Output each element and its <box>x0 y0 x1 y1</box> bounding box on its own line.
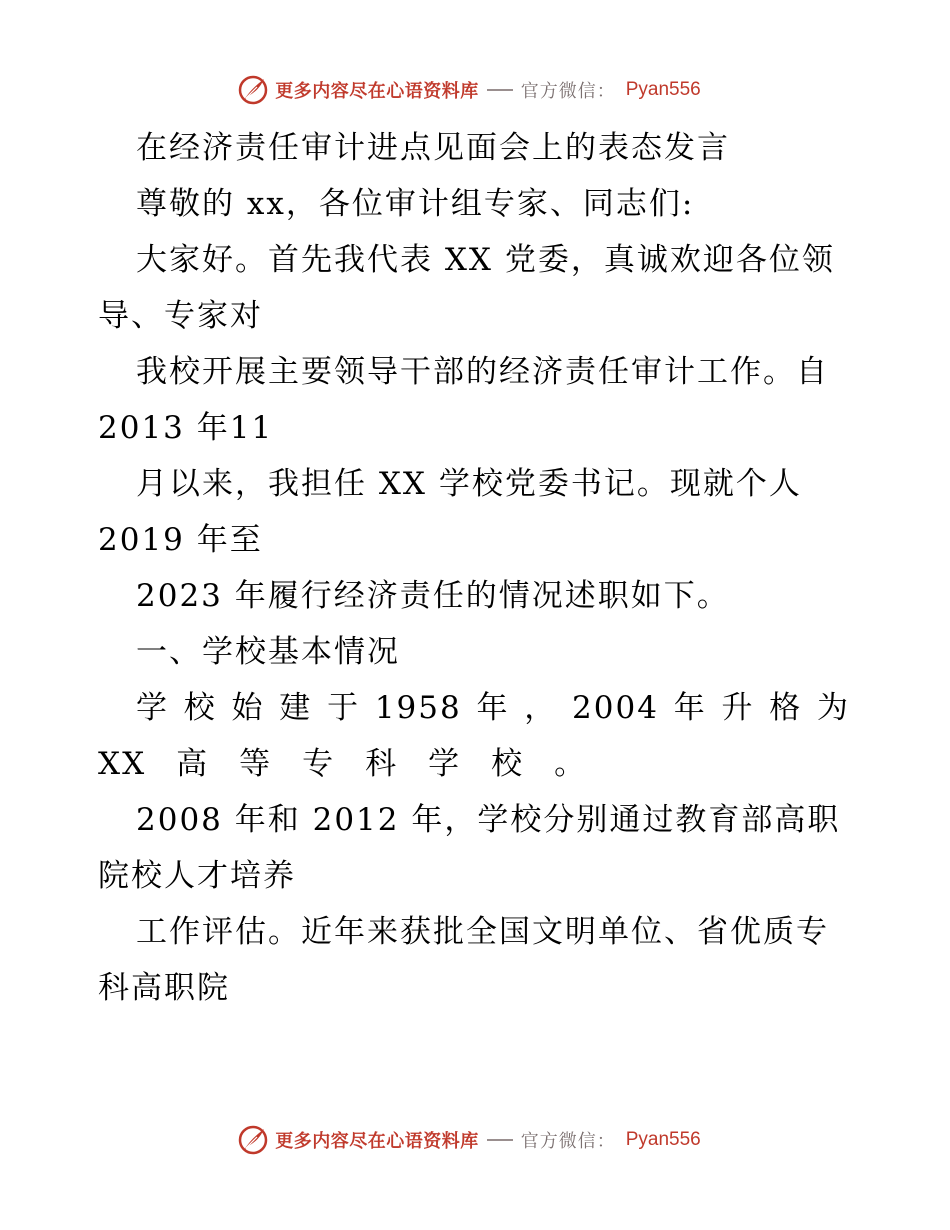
header-watermark-banner <box>0 70 950 110</box>
document-title: 在经济责任审计进点见面会上的表态发言 <box>136 130 730 166</box>
banner-title: 更多内容尽在心语资料库 <box>275 1131 479 1152</box>
justified-word: 1958 <box>374 690 462 726</box>
justified-word: 等 <box>239 746 273 782</box>
justified-word: 校 <box>183 690 217 726</box>
banner-dash <box>487 1139 513 1141</box>
banner-label: 官方微信： <box>520 1131 616 1152</box>
justified-word: 2004 <box>572 690 659 726</box>
section-heading: 一、学校基本情况 <box>136 634 400 670</box>
justified-word: 为 <box>817 690 850 726</box>
feather-logo-icon <box>237 74 269 106</box>
banner-wechat-id: Pyan556 <box>625 79 701 100</box>
paragraph-line: 2023 年履行经济责任的情况述职如下。 <box>136 578 730 614</box>
salutation: 尊敬的 xx，各位审计组专家、同志们: <box>136 186 695 222</box>
justified-word: 学 <box>136 690 169 726</box>
justified-word: 高 <box>176 746 210 782</box>
paragraph-line: 科高职院 <box>98 970 230 1006</box>
justified-word: 年 <box>673 690 707 726</box>
paragraph-line: 2008 年和 2012 年，学校分别通过教育部高职 <box>136 802 841 838</box>
justified-word: 专 <box>302 746 336 782</box>
justified-word: 始 <box>231 690 265 726</box>
justified-word: 。 <box>554 746 588 782</box>
justified-word: 学 <box>428 746 462 782</box>
paragraph-line: 工作评估。近年来获批全国文明单位、省优质专 <box>136 914 829 950</box>
justified-word: 年 <box>476 690 510 726</box>
document-body <box>98 120 850 1016</box>
footer-watermark-banner <box>0 1120 950 1160</box>
justified-word: ， <box>524 690 558 726</box>
paragraph-line: 导、专家对 <box>98 298 263 334</box>
paragraph-line: 2019 年至 <box>98 522 263 558</box>
paragraph-line: 我校开展主要领导干部的经济责任审计工作。自 <box>136 354 829 390</box>
justified-word: 于 <box>327 690 361 726</box>
justified-word: 建 <box>279 690 313 726</box>
justified-word: 校 <box>491 746 525 782</box>
justified-word: XX <box>98 746 147 782</box>
justified-word: 科 <box>365 746 399 782</box>
justified-word: 格 <box>769 690 803 726</box>
justified-word: 升 <box>721 690 755 726</box>
banner-dash <box>487 89 513 91</box>
banner-wechat-id: Pyan556 <box>625 1129 701 1150</box>
justified-line <box>98 736 850 792</box>
paragraph-line: 2013 年11 <box>98 410 274 446</box>
banner-label: 官方微信： <box>520 81 616 102</box>
paragraph-line: 院校人才培养 <box>98 858 296 894</box>
paragraph-line: 月以来，我担任 XX 学校党委书记。现就个人 <box>136 466 802 502</box>
banner-title: 更多内容尽在心语资料库 <box>275 81 479 102</box>
feather-logo-icon <box>237 1124 269 1156</box>
justified-line <box>98 680 850 736</box>
paragraph-line: 大家好。首先我代表 XX 党委，真诚欢迎各位领 <box>136 242 835 278</box>
